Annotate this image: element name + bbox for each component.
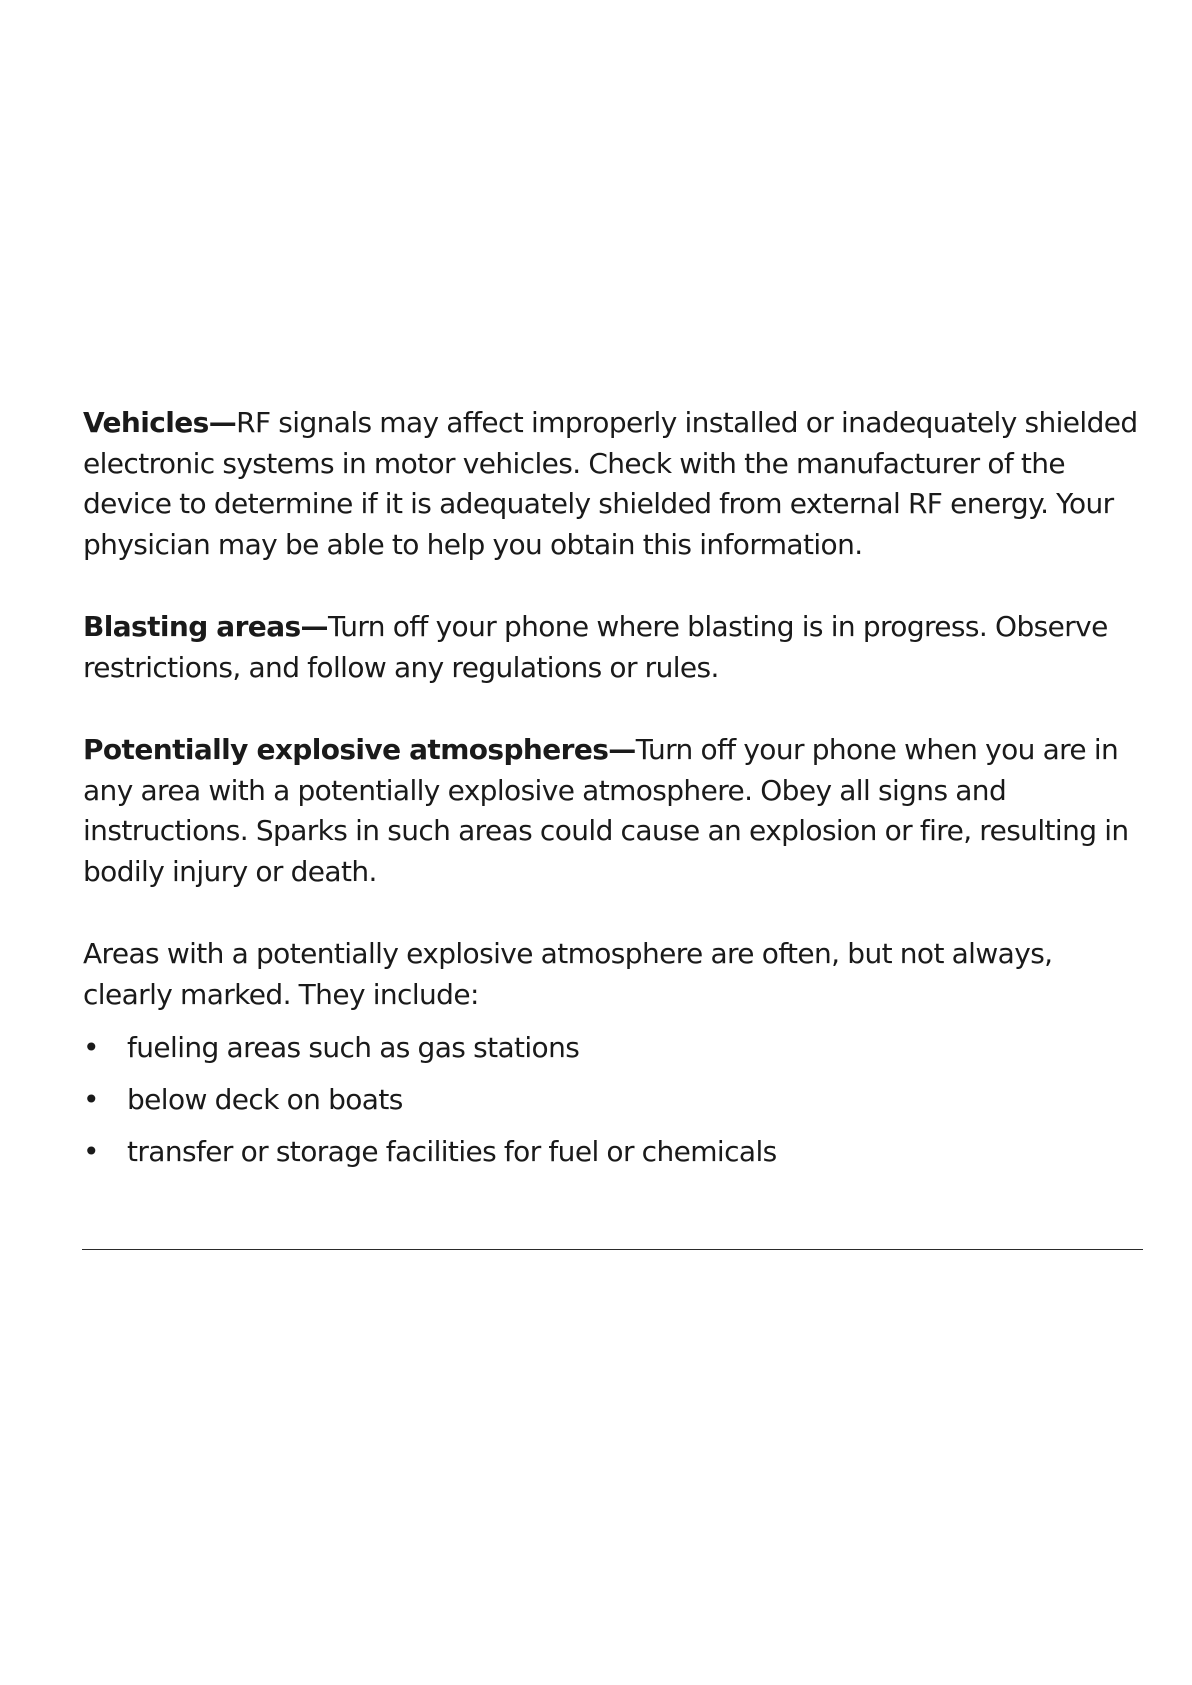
areas-intro-paragraph: Areas with a potentially explosive atmosphere are often, but not always, clearly marked. They include: [83, 937, 1053, 1011]
list-item-text: below deck on boats [127, 1083, 403, 1116]
document-content [83, 403, 1143, 1184]
list-item-text: fueling areas such as gas stations [127, 1031, 580, 1064]
blasting-areas-body: Turn off your phone where blasting is in progress. Observe restrictions, and follow any regulations or rules. [83, 610, 1108, 684]
vehicles-heading: Vehicles— [83, 406, 237, 439]
list-item [83, 1132, 1143, 1184]
blasting-areas-heading: Blasting areas— [83, 610, 328, 643]
areas-list [83, 1028, 1143, 1184]
explosive-atmospheres-paragraph [83, 730, 1143, 892]
list-item [83, 1028, 1143, 1080]
explosive-atmospheres-heading: Potentially explosive atmospheres— [83, 733, 636, 766]
bullet-icon: • [83, 1083, 99, 1116]
list-item-text: transfer or storage facilities for fuel or chemicals [127, 1135, 777, 1168]
bullet-icon: • [83, 1031, 99, 1064]
explosive-atmospheres-body: Turn off your phone when you are in any area with a potentially explosive atmosphere. Obey all signs and instructions. Sparks in such areas could cause an explosion or fire, resulting in bodily injury or death. [83, 733, 1129, 888]
list-item [83, 1080, 1143, 1132]
vehicles-paragraph [83, 403, 1143, 565]
horizontal-divider [82, 1249, 1143, 1250]
vehicles-body: RF signals may affect improperly installed or inadequately shielded electronic systems in motor vehicles. Check with the manufacturer of the device to determine if it is adequately shielded from external RF energy. Your physician may be able to help you obtain this information. [83, 406, 1138, 561]
bullet-icon: • [83, 1135, 99, 1168]
blasting-areas-paragraph [83, 607, 1143, 688]
